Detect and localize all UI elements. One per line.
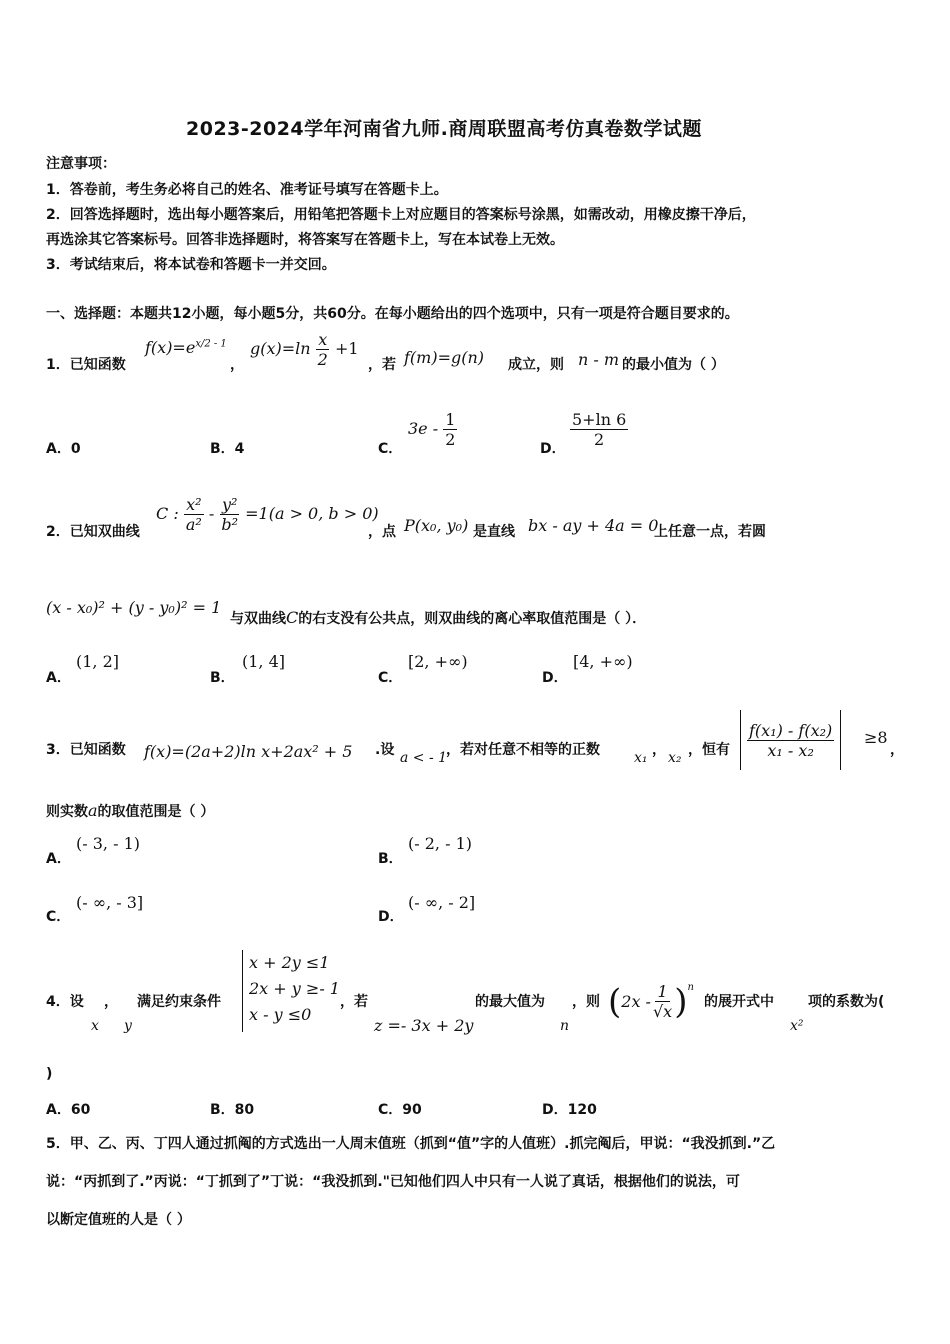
notice-item: 2．回答选择题时，选出每小题答案后，用铅笔把答题卡上对应题目的答案标号涂黑，如需改动，用橡皮擦干净后， — [46, 207, 756, 223]
q1-option-c-value[interactable]: 3e - $\frac{1}{2}$ — [408, 410, 456, 449]
q4-comma: ， — [104, 994, 118, 1010]
q4-mid: 的最大值为 — [475, 994, 545, 1010]
q4-prefix: 4．设 — [46, 994, 84, 1010]
q4-constraints: x + 2y ≤1 2x + y ≥- 1 x - y ≤0 — [242, 950, 340, 1032]
q2-line2: 与双曲线C的右支没有公共点，则双曲线的离心率取值范围是（ ）． — [230, 608, 647, 627]
q2-circle: (x - x₀)² + (y - y₀)² = 1 — [46, 598, 222, 617]
notice-heading: 注意事项： — [46, 156, 116, 172]
q2-mid: 是直线 — [473, 524, 515, 540]
q2-option-c-label[interactable]: C． — [378, 670, 403, 686]
q3-mid: ，恒有 — [688, 742, 730, 758]
q2-option-a-label[interactable]: A． — [46, 670, 71, 686]
q3-ge: ≥8 — [864, 728, 888, 747]
q3-prefix: 3．已知函数 — [46, 742, 126, 758]
q3-option-a-label[interactable]: A． — [46, 851, 71, 867]
q2-mid: ，点 — [368, 524, 396, 540]
q1-option-b[interactable]: B．4 — [210, 441, 245, 457]
q1-option-c-label[interactable]: C． — [378, 441, 403, 457]
q5-line: 说：“丙抓到了.”丙说：“丁抓到了”丁说：“我没抓到."已知他们四人中只有一人说了真话，根据他们的说法，可 — [46, 1174, 740, 1190]
q1-g-expression: g(x)=ln $\frac{x}{2}$ +1 — [250, 330, 359, 369]
notice-item: 1．答卷前，考生务必将自己的姓名、准考证号填写在答题卡上。 — [46, 182, 448, 198]
q4-mid: ，若 — [340, 994, 368, 1010]
q3-tail: ， — [890, 742, 904, 758]
q5-line: 以断定值班的人是（ ） — [46, 1212, 191, 1228]
q4-x2-term: x² — [790, 1018, 804, 1034]
q2-option-c-value[interactable]: [2, +∞) — [408, 652, 468, 671]
q2-option-d-value[interactable]: [4, +∞) — [573, 652, 633, 671]
q2-point: P(x₀, y₀) — [404, 516, 469, 535]
q1-suffix: 的最小值为（ ） — [622, 357, 725, 373]
q3-option-c-label[interactable]: C． — [46, 909, 71, 925]
q3-option-a-value[interactable]: (- 3, - 1) — [76, 834, 140, 853]
q4-mid: ，则 — [572, 994, 600, 1010]
q2-suffix: 上任意一点，若圆 — [654, 524, 766, 540]
q3-x1: x₁ — [634, 750, 648, 766]
q1-target: n - m — [578, 350, 620, 369]
q2-line: bx - ay + 4a = 0 — [528, 516, 659, 535]
q1-f-expression: $f(x)=e^{x/2 - 1}$ — [145, 338, 227, 357]
q5-line: 5．甲、乙、丙、丁四人通过抓阄的方式选出一人周末值班（抓到“值”字的人值班）.抓完阄后，甲说：“我没抓到.”乙 — [46, 1136, 776, 1152]
q4-option-d[interactable]: D．120 — [542, 1102, 597, 1118]
q3-option-b-value[interactable]: (- 2, - 1) — [408, 834, 472, 853]
q4-x-var: x — [91, 1018, 99, 1034]
q3-mid: .设 — [375, 742, 395, 758]
q3-comma: ， — [652, 742, 666, 758]
q4-tail: 项的系数为( — [808, 994, 885, 1010]
q4-z-expression: z =- 3x + 2y — [374, 1016, 474, 1035]
q1-option-d-label[interactable]: D． — [540, 441, 566, 457]
q3-x2: x₂ — [668, 750, 682, 766]
q3-function: f(x)=(2a+2)ln x+2ax² + 5 — [144, 742, 353, 761]
q3-abs-fraction: $\frac{\text{f(x₁) - f(x₂)}}{\text{x₁ - x₂}}$ — [740, 710, 841, 770]
q3-option-b-label[interactable]: B． — [378, 851, 403, 867]
q4-n-var: n — [560, 1018, 570, 1034]
notice-item: 再选涂其它答案标号。回答非选择题时，将答案写在答题卡上，写在本试卷上无效。 — [46, 232, 564, 248]
q2-option-b-value[interactable]: (1, 4] — [242, 652, 286, 671]
q2-option-d-label[interactable]: D． — [542, 670, 568, 686]
q4-option-c[interactable]: C．90 — [378, 1102, 422, 1118]
q4-mid: 的展开式中 — [704, 994, 774, 1010]
q4-close: ) — [46, 1066, 53, 1082]
q1-condition: f(m)=g(n) — [404, 348, 485, 367]
notice-item: 3．考试结束后，将本试卷和答题卡一并交回。 — [46, 257, 336, 273]
q3-option-d-label[interactable]: D． — [378, 909, 404, 925]
q2-option-b-label[interactable]: B． — [210, 670, 235, 686]
q3-line2: 则实数a的取值范围是（ ） — [46, 801, 215, 820]
q1-option-a[interactable]: A．0 — [46, 441, 81, 457]
q4-mid: 满足约束条件 — [137, 994, 221, 1010]
q4-y-var: y — [124, 1018, 132, 1034]
page-title: 2023-2024学年河南省九师.商周联盟高考仿真卷数学试题 — [186, 118, 702, 140]
q1-mid: ，若 — [368, 357, 396, 373]
q4-binomial: ( 2x - $\frac{1}{√x}$ ) $^n$ — [608, 981, 694, 1022]
q3-option-d-value[interactable]: (- ∞, - 2] — [408, 893, 476, 912]
q2-prefix: 2．已知双曲线 — [46, 524, 140, 540]
q3-option-c-value[interactable]: (- ∞, - 3] — [76, 893, 144, 912]
q1-suffix: 成立，则 — [508, 357, 564, 373]
q4-option-b[interactable]: B．80 — [210, 1102, 255, 1118]
q1-prefix: 1．已知函数 — [46, 357, 126, 373]
q2-option-a-value[interactable]: (1, 2] — [76, 652, 120, 671]
q4-option-a[interactable]: A．60 — [46, 1102, 91, 1118]
q1-option-d-value[interactable]: $\frac{5+\ln 6}{2}$ — [572, 410, 627, 449]
section-heading: 一、选择题：本题共12小题，每小题5分，共60分。在每小题给出的四个选项中，只有一项是符合题目要求的。 — [46, 306, 739, 322]
q1-sep: ， — [230, 357, 244, 373]
q2-hyperbola: C : $\frac{\text{x²}}{\text{a²}}$ - $\frac{\text{y²}}{\text{b²}}$ =1(a > 0, b > 0) — [156, 495, 379, 534]
q3-mid: ，若对任意不相等的正数 — [446, 742, 600, 758]
q3-condition: a < - 1 — [400, 750, 448, 766]
